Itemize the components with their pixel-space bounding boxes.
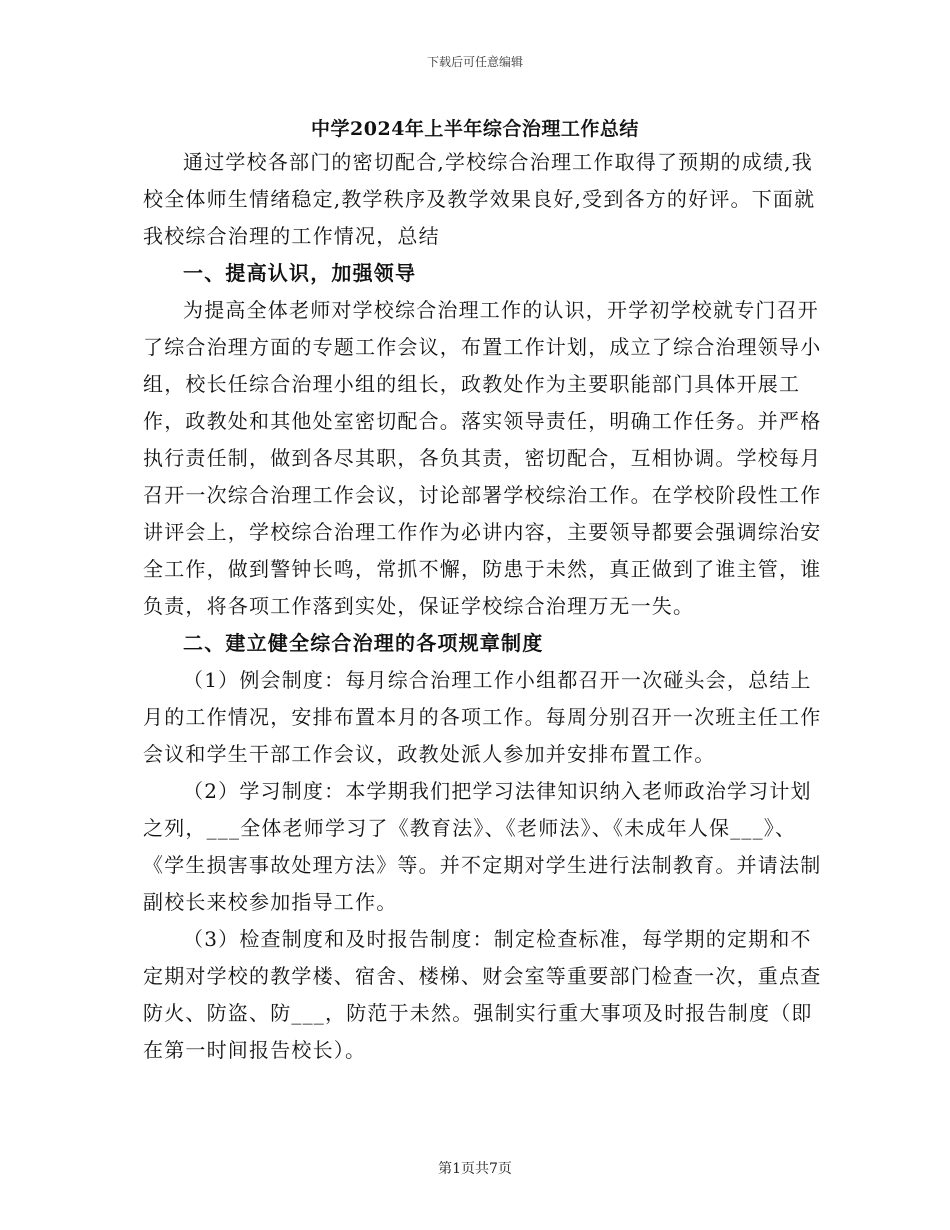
rule-meeting-paragraph: （1）例会制度：每月综合治理工作小组都召开一次碰头会，总结上月的工作情况，安排布置本月的各项工作。每周分别召开一次班主任工作会议和学生干部工作会议，政教处派人参加并安排布置工作。 <box>143 668 822 766</box>
intro-paragraph: 通过学校各部门的密切配合,学校综合治理工作取得了预期的成绩,我校全体师生情绪稳定,教学秩序及教学效果良好,受到各方的好评。下面就我校综合治理的工作情况，总结 <box>143 150 816 248</box>
section-heading-1: 一、提高认识，加强领导 <box>183 261 417 285</box>
section-1-paragraph: 为提高全体老师对学校综合治理工作的认识，开学初学校就专门召开了综合治理方面的专题工作会议，布置工作计划，成立了综合治理领导小组，校长任综合治理小组的组长，政教处作为主要职能部门具体开展工作，政教处和其他处室密切配合。落实领导责任，明确工作任务。并严格执行责任制，做到各尽其职，各负其责，密切配合，互相协调。学校每月召开一次综合治理工作会议，讨论部署学校综治工作。在学校阶段性工作讲评会上，学校综合治理工作作为必讲内容，主要领导都要会强调综治安全工作，做到警钟长鸣，常抓不懈，防患于未然，真正做到了谁主管，谁负责，将各项工作落到实处，保证学校综合治理万无一失。 <box>143 298 822 618</box>
document-body <box>143 144 823 1069</box>
section-heading-2: 二、建立健全综合治理的各项规章制度 <box>183 631 544 655</box>
page-footer: 第1页共7页 <box>438 1161 512 1177</box>
document-title: 中学2024年上半年综合治理工作总结 <box>311 118 639 140</box>
rule-inspection-paragraph: （3）检查制度和及时报告制度：制定检查标准，每学期的定期和不定期对学校的教学楼、宿舍、楼梯、财会室等重要部门检查一次，重点查防火、防盗、防___，防范于未然。强制实行重大事项及时报告制度（即在第一时间报告校长）。 <box>143 927 822 1062</box>
rule-study-paragraph: （2）学习制度：本学期我们把学习法律知识纳入老师政治学习计划之列，___全体老师学习了《教育法》、《老师法》、《未成年人保___》、《学生损害事故处理方法》等。并不定期对学生进行法制教育。并请法制副校长来校参加指导工作。 <box>143 779 822 914</box>
header-note: 下载后可任意编辑 <box>426 55 523 69</box>
